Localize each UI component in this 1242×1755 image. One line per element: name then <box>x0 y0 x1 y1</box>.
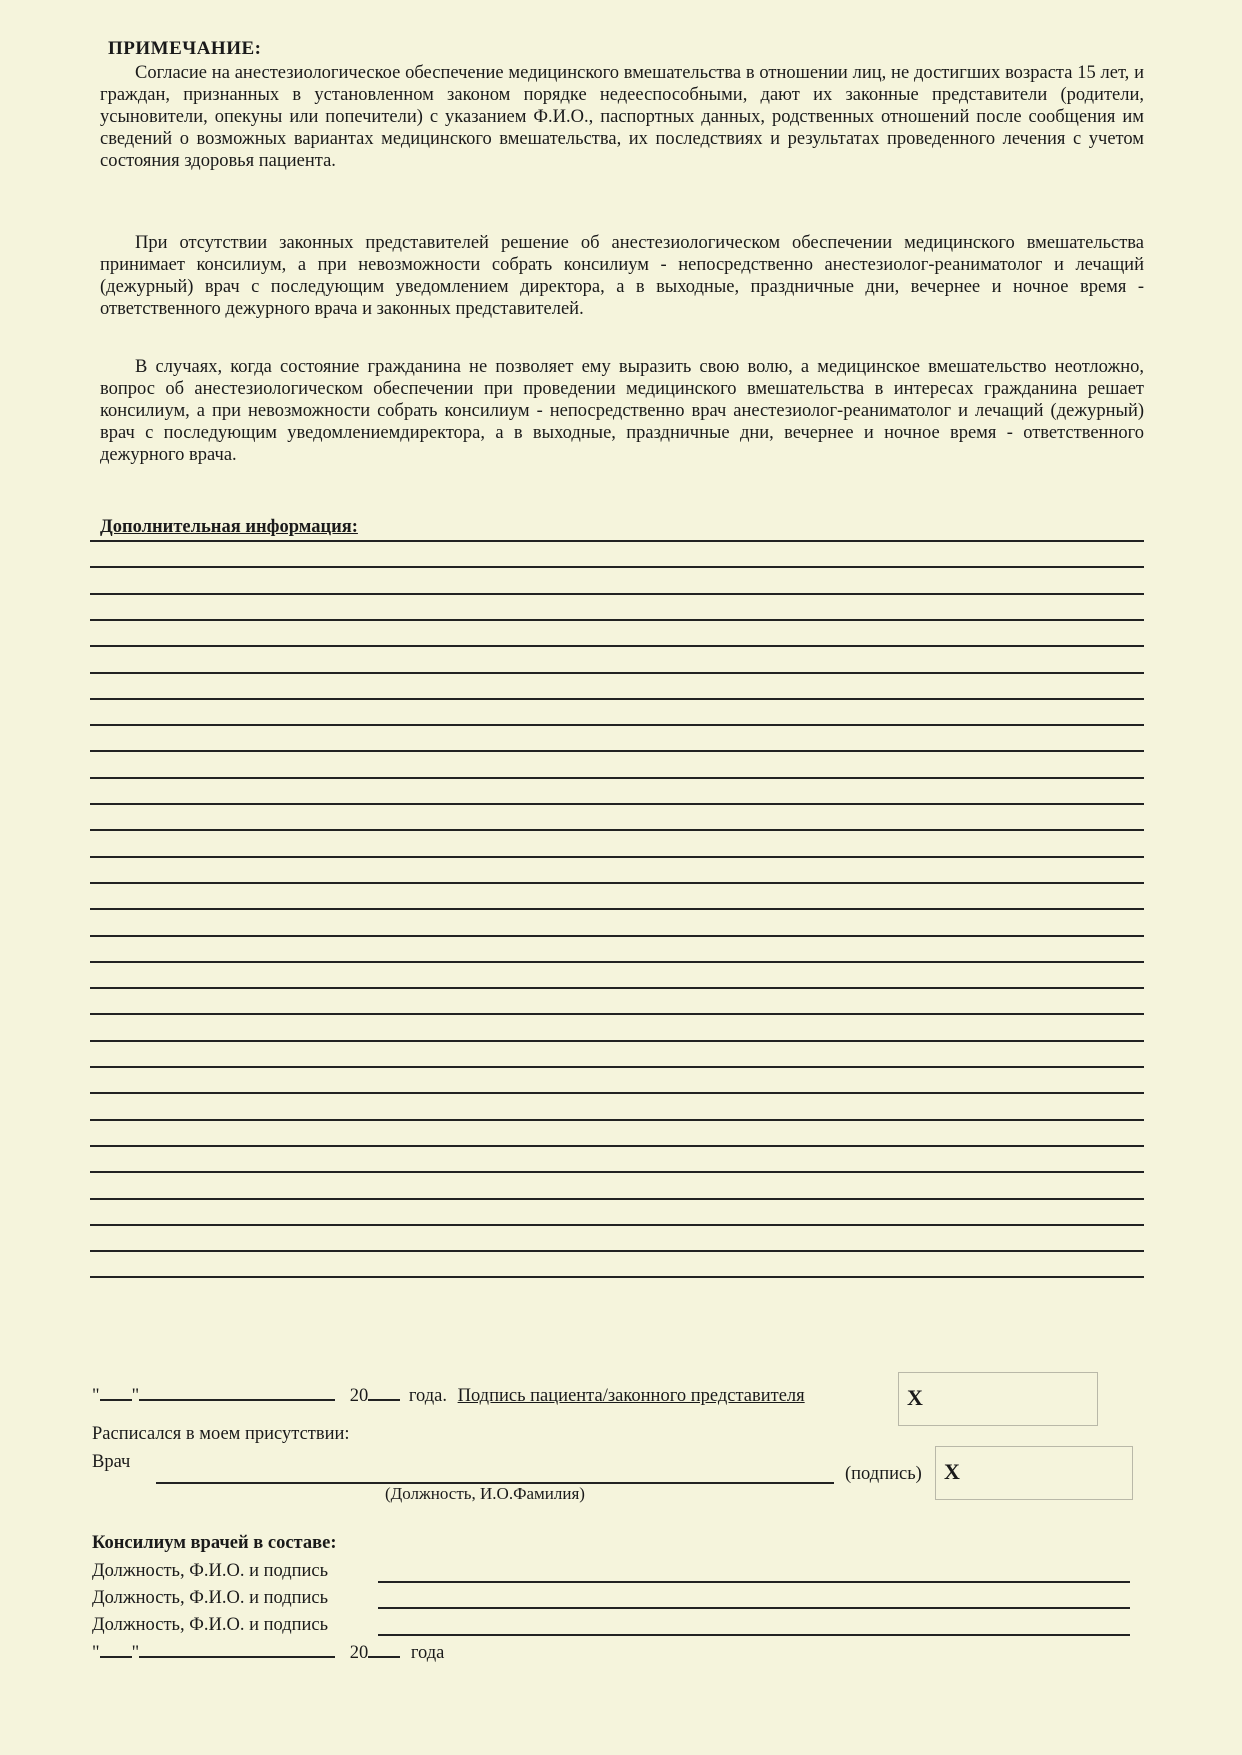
witness-label: Расписался в моем присутствии: <box>92 1424 350 1444</box>
additional-info-line[interactable] <box>90 698 1144 700</box>
additional-info-line[interactable] <box>90 882 1144 884</box>
council-member-2-field[interactable] <box>378 1607 1130 1609</box>
council-member-2: Должность, Ф.И.О. и подпись <box>92 1588 329 1608</box>
additional-info-line[interactable] <box>90 1066 1144 1068</box>
council-title: Консилиум врачей в составе: <box>92 1533 337 1553</box>
council-member-1-field[interactable] <box>378 1581 1130 1583</box>
council-member-3: Должность, Ф.И.О. и подпись <box>92 1615 329 1635</box>
additional-info-line[interactable] <box>90 987 1144 989</box>
council-quote-close: " <box>131 1643 140 1663</box>
additional-info-line[interactable] <box>90 1171 1144 1173</box>
additional-info-line[interactable] <box>90 1145 1144 1147</box>
additional-info-line[interactable] <box>90 777 1144 779</box>
additional-info-line[interactable] <box>90 1119 1144 1121</box>
additional-info-line[interactable] <box>90 1250 1144 1252</box>
additional-info-line[interactable] <box>90 856 1144 858</box>
additional-info-line[interactable] <box>90 1224 1144 1226</box>
council-year-suffix: года <box>410 1643 445 1663</box>
additional-info-line[interactable] <box>90 961 1144 963</box>
additional-info-line[interactable] <box>90 724 1144 726</box>
additional-info-title: Дополнительная информация: <box>100 517 358 537</box>
additional-info-line[interactable] <box>90 750 1144 752</box>
additional-info-line[interactable] <box>90 672 1144 674</box>
patient-signature-mark: X <box>907 1385 923 1410</box>
council-member-1: Должность, Ф.И.О. и подпись <box>92 1561 329 1581</box>
additional-info-line[interactable] <box>90 1040 1144 1042</box>
additional-info-line[interactable] <box>90 1092 1144 1094</box>
month-field[interactable] <box>139 1383 335 1401</box>
additional-info-line[interactable] <box>90 566 1144 568</box>
doctor-signature-box[interactable] <box>935 1446 1133 1500</box>
council-year-field[interactable] <box>368 1640 400 1658</box>
additional-info-line[interactable] <box>90 803 1144 805</box>
council-member-3-field[interactable] <box>378 1634 1130 1636</box>
additional-info-line[interactable] <box>90 645 1144 647</box>
additional-info-line[interactable] <box>90 1276 1144 1278</box>
quote-open: " <box>92 1386 100 1406</box>
additional-info-line[interactable] <box>90 593 1144 595</box>
council-month-field[interactable] <box>139 1640 335 1658</box>
additional-info-line[interactable] <box>90 619 1144 621</box>
additional-info-line[interactable] <box>90 1198 1144 1200</box>
year-suffix: года. <box>408 1386 447 1406</box>
council-date-row <box>92 1640 444 1664</box>
doctor-caption: (Должность, И.О.Фамилия) <box>385 1484 585 1503</box>
doctor-label: Врач <box>92 1452 131 1472</box>
council-day-field[interactable] <box>100 1640 132 1658</box>
council-quote-open: " <box>92 1643 100 1663</box>
additional-info-line[interactable] <box>90 908 1144 910</box>
doctor-sign-label: (подпись) <box>845 1464 922 1484</box>
additional-info-line[interactable] <box>90 540 1144 542</box>
additional-info-line[interactable] <box>90 829 1144 831</box>
note-heading: ПРИМЕЧАНИЕ: <box>108 38 262 59</box>
quote-close: " <box>131 1386 140 1406</box>
note-paragraph-3: В случаях, когда состояние гражданина не позволяет ему выразить свою волю, а медицинское вмешательство неотложно, вопрос об анестезиологическом обеспечении при проведении медицинского вмешательства в интересах гражданина решает консилиум, а при невозможности собрать консилиум - непосредственно врач анестезиолог-реаниматолог и лечащий (дежурный) врач с последующим уведомлениемдиректора, а в выходные, праздничные дни, вечернее и ночное время - ответственного дежурного врача. <box>100 357 1144 465</box>
date-signature-row <box>92 1383 805 1407</box>
year-prefix: 20 <box>349 1386 369 1406</box>
additional-info-line[interactable] <box>90 1013 1144 1015</box>
note-paragraph-1: Согласие на анестезиологическое обеспечение медицинского вмешательства в отношении лиц, не достигших возраста 15 лет, и граждан, признанных в установленном законом порядке недееспособными, дают их законные представители (родители, усыновители, опекуны или попечители) с указанием Ф.И.О., паспортных данных, родственных отношений после сообщения им сведений о возможных вариантах медицинского вмешательства, их последствиях и результатах проведенного лечения с учетом состояния здоровья пациента. <box>100 63 1144 171</box>
patient-signature-label: Подпись пациента/законного представителя <box>457 1386 805 1406</box>
doctor-signature-mark: X <box>944 1459 960 1484</box>
council-year-prefix: 20 <box>349 1643 369 1663</box>
year-field[interactable] <box>368 1383 400 1401</box>
day-field[interactable] <box>100 1383 132 1401</box>
patient-signature-box[interactable] <box>898 1372 1098 1426</box>
note-paragraph-2: При отсутствии законных представителей решение об анестезиологическом обеспечении медицинского вмешательства принимает консилиум, а при невозможности собрать консилиум - непосредственно анестезиолог-реаниматолог и лечащий (дежурный) врач с последующим уведомлением директора, а в выходные, праздничные дни, вечернее и ночное время - ответственного дежурного врача и законных представителей. <box>100 233 1144 319</box>
additional-info-line[interactable] <box>90 935 1144 937</box>
